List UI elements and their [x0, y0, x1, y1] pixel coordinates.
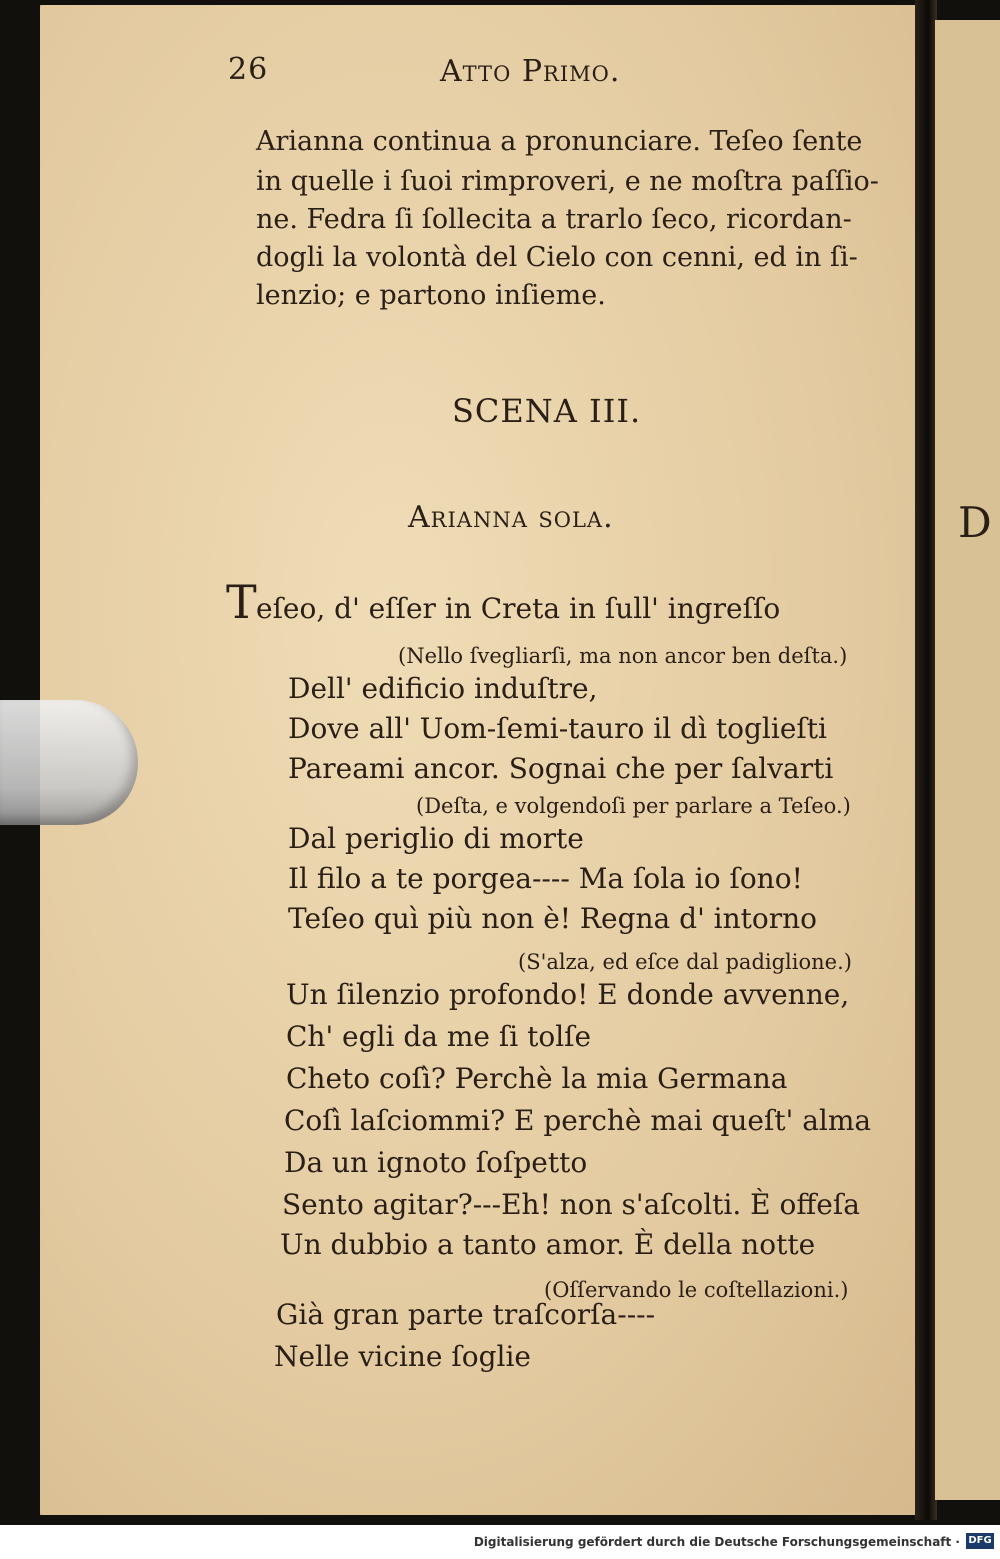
digitization-footer: [0, 1525, 1000, 1559]
facing-page-glyph: D: [958, 498, 992, 547]
intro-line: ne. Fedra ſi ſollecita a trarlo ſeco, ricordan-: [256, 204, 852, 235]
verse-line: Coſì laſciommi? E perchè mai queſt' alma: [284, 1104, 872, 1137]
running-title: Atto Primo.: [440, 54, 621, 89]
verse-line: eſeo, d' eſſer in Creta in ſull' ingreſſo: [256, 592, 781, 625]
intro-line: dogli la volontà del Cielo con cenni, ed in ſi-: [256, 242, 858, 273]
scene-title: SCENA III.: [452, 392, 642, 430]
verse-line: Pareami ancor. Sognai che per ſalvarti: [288, 752, 834, 785]
page-holder-clip: [0, 700, 138, 825]
verse-line: Un dubbio a tanto amor. È della notte: [280, 1228, 816, 1261]
drop-cap: T: [226, 575, 257, 629]
verse-line: Già gran parte traſcorſa----: [276, 1298, 656, 1331]
intro-line: lenzio; e partono inſieme.: [256, 280, 606, 311]
dfg-logo: DFG: [966, 1533, 994, 1549]
facing-page: [935, 20, 1000, 1500]
verse-line: Sento agitar?---Eh! non s'aſcolti. È offeſa: [282, 1188, 860, 1221]
verse-line: Teſeo quì più non è! Regna d' intorno: [288, 902, 818, 935]
verse-line: Dal periglio di morte: [288, 822, 584, 855]
stage-direction: (Deſta, e volgendoſi per parlare a Teſeo.): [416, 794, 851, 818]
verse-line: Cheto coſì? Perchè la mia Germana: [286, 1062, 788, 1095]
stage-direction: (S'alza, ed eſce dal padiglione.): [518, 950, 852, 974]
verse-line: Il filo a te porgea---- Ma ſola io ſono!: [288, 862, 803, 895]
intro-line: Arianna continua a pronunciare. Teſeo ſente: [256, 126, 863, 157]
intro-line: in quelle i ſuoi rimproveri, e ne moſtra paſſio-: [256, 166, 879, 197]
verse-line: Da un ignoto ſoſpetto: [284, 1146, 588, 1179]
stage-direction: (Nello ſvegliarſi, ma non ancor ben deſta.): [398, 644, 848, 668]
verse-line: Dove all' Uom-ſemi-tauro il dì toglieſti: [288, 712, 827, 745]
page-number: 26: [228, 52, 269, 87]
stage-direction: (Oſſervando le coſtellazioni.): [544, 1278, 849, 1302]
verse-line: Nelle vicine ſoglie: [274, 1340, 531, 1373]
book-gutter: [915, 0, 937, 1520]
verse-line: Un ſilenzio profondo! E donde avvenne,: [286, 978, 850, 1011]
character-heading: Arianna ſola.: [408, 500, 614, 535]
footer-credit: Digitalisierung gefördert durch die Deutsche Forschungsgemeinschaft ·: [473, 1535, 960, 1549]
verse-line: Ch' egli da me ſi tolſe: [286, 1020, 592, 1053]
verse-line: Dell' edificio induſtre,: [288, 672, 598, 705]
